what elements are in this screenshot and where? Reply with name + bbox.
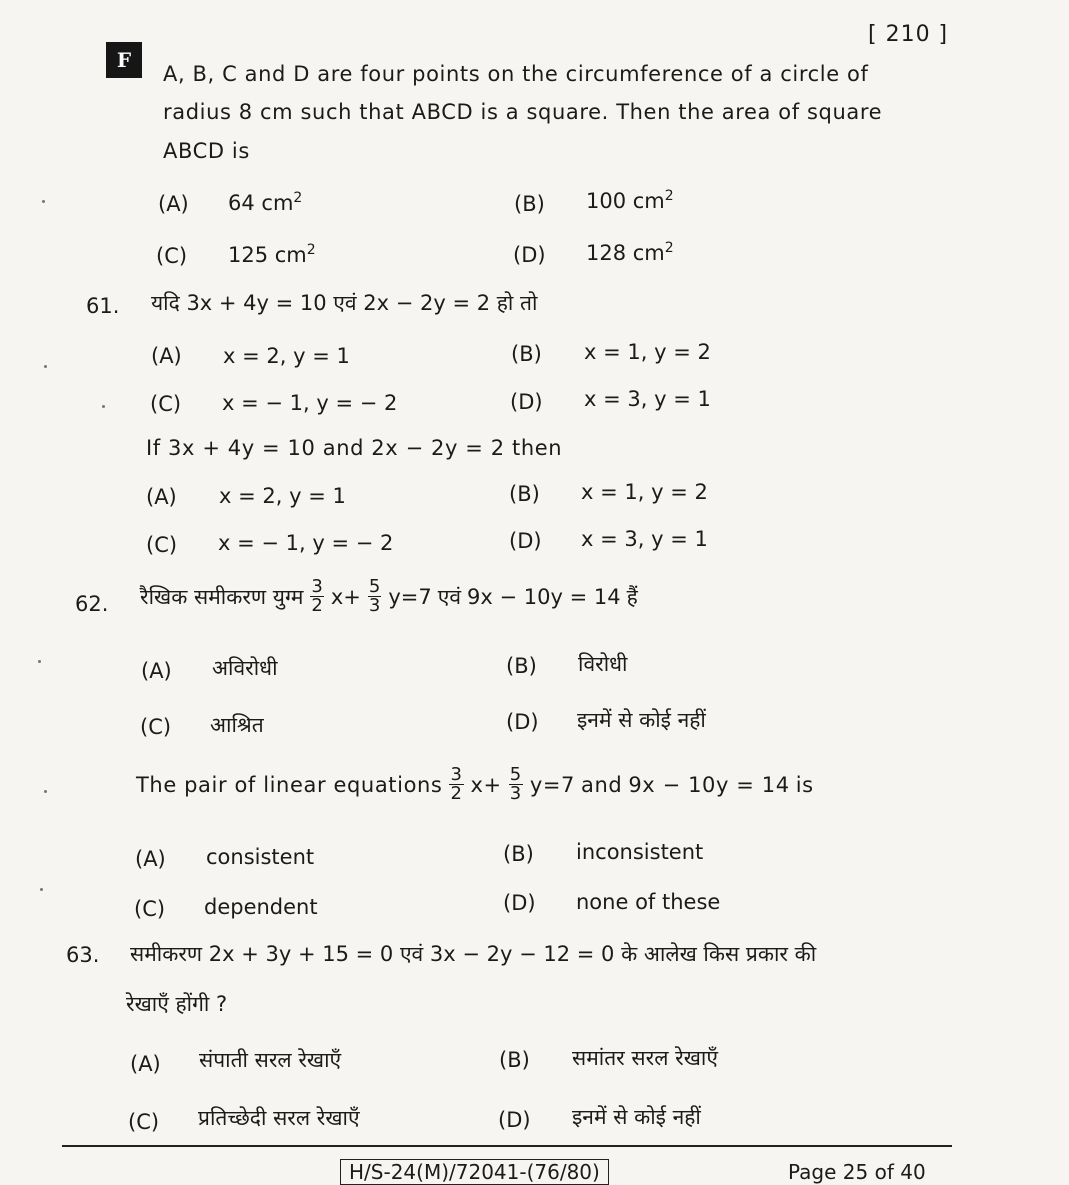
q61-english-option-c-label: (C) xyxy=(146,533,178,557)
paper-code-header: [ 210 ] xyxy=(868,22,949,47)
q62-hindi-option-d-text: इनमें से कोई नहीं xyxy=(577,708,706,732)
q60-option-d-text: 128 $cm^2$ xyxy=(586,240,674,265)
q62-hindi-option-d-label: (D) xyxy=(506,710,539,734)
q62-english-eq-x: x+ xyxy=(470,772,502,797)
q62-english-fraction-1: $\frac{3}{2}$ xyxy=(450,764,463,804)
q61-hindi-option-d-label: (D) xyxy=(510,390,543,414)
q63-option-c-text: प्रतिच्छेदी सरल रेखाएँ xyxy=(198,1106,360,1130)
q60-option-b-label: (B) xyxy=(514,192,545,216)
q62-hindi-option-c-text: आश्रित xyxy=(210,713,264,737)
q62-hindi-prefix: रैखिक समीकरण युग्म xyxy=(140,584,304,609)
q61-hindi-option-b-text: x = 1, y = 2 xyxy=(584,340,711,364)
q63-stem-line-1: समीकरण 2x + 3y + 15 = 0 एवं 3x − 2y − 12 = 0 के आलेख किस प्रकार की xyxy=(130,942,817,966)
q62-hindi-option-b-label: (B) xyxy=(506,654,537,678)
scan-speck xyxy=(44,790,47,793)
q61-hindi-option-a-label: (A) xyxy=(151,344,182,368)
q60-stem-line-3: ABCD is xyxy=(163,139,250,163)
q62-english-eq-y: y=7 xyxy=(529,772,576,797)
q61-english-stem: If 3x + 4y = 10 and 2x − 2y = 2 then xyxy=(146,436,563,460)
q62-hindi-second-eq: 9x − 10y = 14 xyxy=(467,584,621,609)
q62-english-option-b-label: (B) xyxy=(503,842,534,866)
q62-hindi-option-a-text: अविरोधी xyxy=(212,656,278,680)
scan-speck xyxy=(102,405,105,408)
q61-hindi-stem: यदि 3x + 4y = 10 एवं 2x − 2y = 2 हो तो xyxy=(151,291,538,315)
q61-english-option-b-text: x = 1, y = 2 xyxy=(581,480,708,504)
footer-paper-code: H/S-24(M)/72041-(76/80) xyxy=(340,1160,609,1184)
q62-english-stem xyxy=(136,766,814,803)
q62-hindi-option-a-label: (A) xyxy=(141,659,172,683)
q63-option-a-label: (A) xyxy=(130,1052,161,1076)
q62-hindi-and: एवं xyxy=(437,584,462,609)
q62-english-second-eq: 9x − 10y = 14 xyxy=(628,772,790,797)
q60-option-c-text: 125 $cm^2$ xyxy=(228,242,316,267)
q63-option-a-text: संपाती सरल रेखाएँ xyxy=(199,1048,342,1072)
scan-speck xyxy=(40,888,43,891)
q62-english-option-c-text: dependent xyxy=(204,895,318,919)
q62-hindi-option-b-text: विरोधी xyxy=(578,652,628,676)
q62-english-option-d-label: (D) xyxy=(503,891,536,915)
q60-option-c-label: (C) xyxy=(156,244,188,268)
footer-page-number: Page 25 of 40 xyxy=(788,1160,926,1184)
q61-english-option-d-label: (D) xyxy=(509,529,542,553)
q61-english-option-b-label: (B) xyxy=(509,482,540,506)
q61-number: 61. xyxy=(86,294,120,318)
q63-option-b-text: समांतर सरल रेखाएँ xyxy=(572,1046,718,1070)
q62-hindi-option-c-label: (C) xyxy=(140,715,172,739)
q60-stem-line-1: A, B, C and D are four points on the circumference of a circle of xyxy=(163,62,869,86)
q62-hindi-stem xyxy=(140,578,638,615)
q62-english-option-a-label: (A) xyxy=(135,847,166,871)
q61-english-option-a-label: (A) xyxy=(146,485,177,509)
q61-hindi-option-d-text: x = 3, y = 1 xyxy=(584,387,711,411)
q62-hindi-fraction-2: $\frac{5}{3}$ xyxy=(368,576,381,616)
q60-option-a-label: (A) xyxy=(158,192,189,216)
q61-english-option-c-text: x = − 1, y = − 2 xyxy=(218,531,394,555)
q63-option-b-label: (B) xyxy=(499,1048,530,1072)
q62-english-suffix: is xyxy=(795,772,814,797)
scan-speck xyxy=(44,365,47,368)
q63-stem-line-2: रेखाएँ होंगी ? xyxy=(126,992,228,1016)
q62-hindi-suffix: हैं xyxy=(626,584,638,609)
scan-speck xyxy=(42,200,45,203)
q62-english-and: and xyxy=(581,772,623,797)
q61-english-option-d-text: x = 3, y = 1 xyxy=(581,527,708,551)
q62-hindi-fraction-1: $\frac{3}{2}$ xyxy=(311,576,323,616)
q62-english-option-a-text: consistent xyxy=(206,845,315,869)
q62-english-prefix: The pair of linear equations xyxy=(136,772,443,797)
q62-english-option-c-label: (C) xyxy=(134,897,166,921)
q62-hindi-eq-y: y=7 xyxy=(388,584,432,609)
q63-number: 63. xyxy=(66,943,100,967)
scan-speck xyxy=(38,660,41,663)
q60-option-a-text: 64 $cm^2$ xyxy=(228,190,303,215)
footer-divider xyxy=(62,1145,952,1147)
q62-english-option-d-text: none of these xyxy=(576,890,721,914)
set-letter-badge: F xyxy=(106,42,142,78)
q62-english-option-b-text: inconsistent xyxy=(576,840,704,864)
q60-option-b-text: 100 $cm^2$ xyxy=(586,188,674,213)
q61-english-option-a-text: x = 2, y = 1 xyxy=(219,484,346,508)
q62-number: 62. xyxy=(75,592,109,616)
q62-hindi-eq-x: x+ xyxy=(330,584,361,609)
q60-stem-line-2: radius 8 cm such that ABCD is a square. Then the area of square xyxy=(163,100,883,124)
q60-option-d-label: (D) xyxy=(513,243,546,267)
q63-option-c-label: (C) xyxy=(128,1110,160,1134)
q62-english-fraction-2: $\frac{5}{3}$ xyxy=(509,764,522,804)
q63-option-d-label: (D) xyxy=(498,1108,531,1132)
q63-option-d-text: इनमें से कोई नहीं xyxy=(572,1105,701,1129)
q61-hindi-option-c-text: x = − 1, y = − 2 xyxy=(222,391,398,415)
q61-hindi-option-c-label: (C) xyxy=(150,392,182,416)
q61-hindi-option-b-label: (B) xyxy=(511,342,542,366)
q61-hindi-option-a-text: x = 2, y = 1 xyxy=(223,344,350,368)
